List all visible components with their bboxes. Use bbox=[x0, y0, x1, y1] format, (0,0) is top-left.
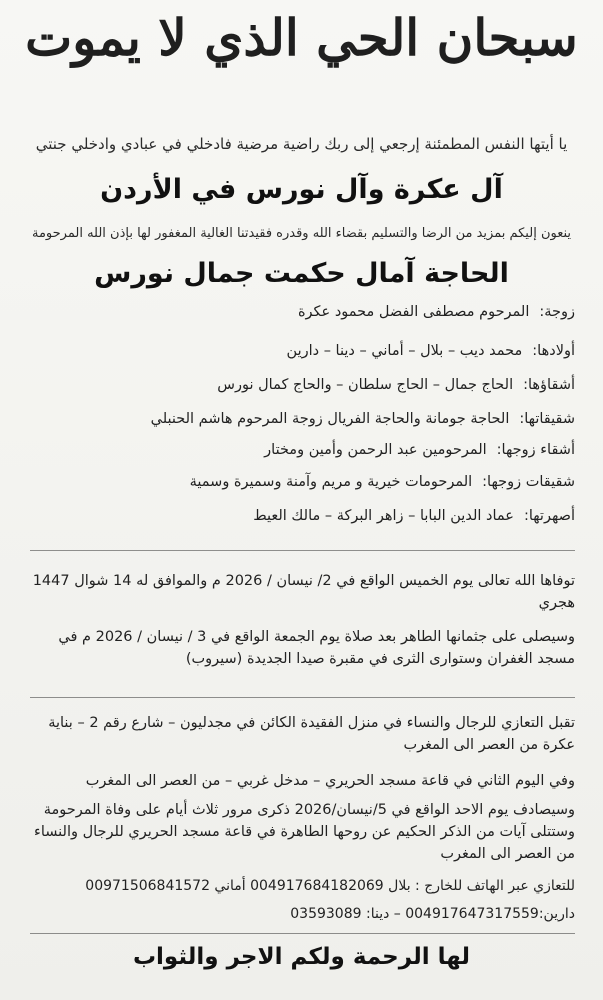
relative-row bbox=[18, 508, 575, 524]
divider bbox=[30, 697, 575, 698]
relative-value: محمد ديب – بلال – أماني – دينا – دارين bbox=[286, 343, 523, 359]
family-title: آل عكرة وآل نورس في الأردن bbox=[100, 174, 503, 205]
divider bbox=[30, 933, 575, 934]
relative-row bbox=[18, 343, 575, 359]
relative-value: عماد الدين البابا – زاهر البركة – مالك العيط bbox=[253, 508, 514, 524]
relative-label: أولادها: bbox=[532, 343, 575, 359]
phone-condolences: للتعازي عبر الهاتف للخارج : بلال 004917684182069 أماني 00971506841572 bbox=[85, 878, 575, 894]
relative-row bbox=[18, 304, 575, 320]
phone-condolences-2: دارين:004917647317559 – دينا: 03593089 bbox=[290, 906, 575, 922]
announcement-intro: ينعون إليكم بمزيد من الرضا والتسليم بقضاء الله وقدره فقيدتنا الغالية المغفور لها بإذن الله المرحومة bbox=[31, 226, 572, 241]
funeral-details: وسيصلى على جثمانها الطاهر بعد صلاة يوم الجمعة الواقع في 3 / نيسان / 2026 م في مسجد الغفران وستوارى الثرى في مقبرة صيدا الجديدة (سيروب) bbox=[58, 629, 575, 667]
relative-row bbox=[18, 442, 575, 458]
relative-value: المرحوم مصطفى الفضل محمود عكرة bbox=[297, 304, 530, 320]
relative-value: المرحومين عبد الرحمن وأمين ومختار bbox=[264, 442, 487, 458]
relative-row bbox=[18, 411, 575, 427]
closing-prayer: لها الرحمة ولكم الاجر والثواب bbox=[132, 944, 471, 970]
death-announcement: توفاها الله تعالى يوم الخميس الواقع في 2/ نيسان / 2026 م والموافق له 14 شوال 1447 هجري bbox=[32, 573, 575, 611]
relative-label: أشقاؤها: bbox=[523, 377, 575, 393]
condolences-day-two: وفي اليوم الثاني في قاعة مسجد الحريري – مدخل غربي – من العصر الى المغرب bbox=[85, 773, 575, 789]
divider bbox=[30, 550, 575, 551]
relative-label: أشقاء زوجها: bbox=[496, 442, 575, 458]
relative-label: أصهرتها: bbox=[523, 508, 575, 524]
deceased-name: الحاجة آمال حكمت جمال نورس bbox=[94, 258, 509, 289]
calligraphy-heading: سبحان الحي الذي لا يموت bbox=[25, 8, 578, 67]
relative-label: زوجة: bbox=[539, 304, 575, 320]
relative-value: المرحومات خيرية و مريم وآمنة وسميرة وسمية bbox=[189, 474, 473, 490]
relative-row bbox=[18, 377, 575, 393]
condolences-home: تقبل التعازي للرجال والنساء في منزل الفقيدة الكائن في مجدليون – شارع رقم 2 – بناية عكرة من العصر الى المغرب bbox=[48, 715, 575, 753]
quran-verse: يا أيتها النفس المطمئنة إرجعي إلى ربك راضية مرضية فادخلي في عبادي وادخلي جنتي bbox=[35, 135, 568, 153]
memorial-notice: وسيصادف يوم الاحد الواقع في 5/نيسان/2026 ذكرى مرور ثلاث أيام على وفاة المرحومة وستتلى آيات من الذكر الحكيم عن روحها الطاهرة في قاعة مسجد الحريري للرجال والنساء من العصر الى المغرب bbox=[34, 802, 575, 862]
relative-value: الحاج جمال – الحاج سلطان – والحاج كمال نورس bbox=[217, 377, 514, 393]
relative-row bbox=[18, 474, 575, 490]
relative-value: الحاجة جومانة والحاجة الفريال زوجة المرحوم هاشم الحنبلي bbox=[150, 411, 510, 427]
relative-label: شقيقات زوجها: bbox=[482, 474, 575, 490]
relative-label: شقيقاتها: bbox=[519, 411, 575, 427]
